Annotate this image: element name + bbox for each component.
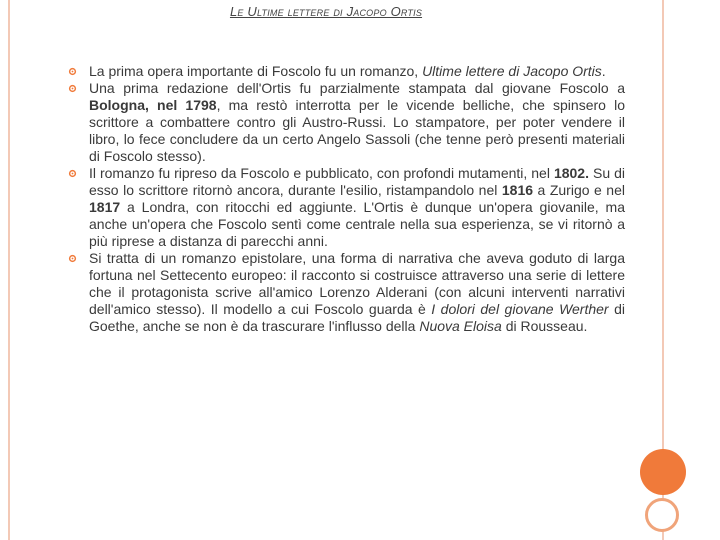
sun-bullet-icon (68, 169, 77, 178)
sun-bullet-icon (68, 84, 77, 93)
sun-bullet-icon (68, 254, 77, 263)
bullet-item (62, 165, 625, 250)
bullet-text: di Goethe, anche se non è da trascurare l'influsso della (89, 301, 625, 334)
bullet-item (62, 250, 625, 335)
bullet-text: . (601, 63, 606, 79)
bullet-item (62, 63, 625, 80)
bullet-item (62, 80, 625, 165)
bullet-text: 1816 (501, 182, 534, 198)
decorative-ring-circle (645, 498, 679, 532)
decorative-orange-circle (640, 449, 686, 495)
slide-title: Le Ultime lettere di Jacopo Ortis (229, 4, 423, 19)
bullet-text: La prima opera importante di Foscolo fu un romanzo, (89, 63, 423, 79)
bullet-text: Il romanzo fu ripreso da Foscolo e pubblicato, con profondi mutamenti, nel (89, 165, 554, 181)
bullet-text: a Zurigo e nel (533, 182, 625, 198)
bullet-text: 1802. (553, 165, 589, 181)
bullet-text: I dolori del giovane Werther (431, 301, 609, 317)
bullet-text: Ultime lettere di Jacopo Ortis (422, 63, 602, 79)
bullet-list (62, 63, 625, 335)
sun-bullet-icon (68, 67, 77, 76)
bullet-text: Una prima redazione dell'Ortis fu parzialmente stampata dal giovane Foscolo a (89, 80, 625, 96)
bullet-text: Nuova Eloisa (419, 318, 502, 334)
bullet-text: , ma restò interrotta per le vicende belliche, che spinsero lo scrittore a combattere contro gli Austro-Russi. Lo stampatore, per poter vendere il libro, lo fece concludere da un certo Angelo Sassoli (che tenne però presenti materiali di Foscolo stesso). (89, 97, 625, 164)
left-frame-line (8, 0, 10, 540)
bullet-text: di Rousseau. (501, 318, 588, 334)
bullet-text: Si tratta di un romanzo epistolare, una forma di narrativa che aveva goduto di larga fortuna nel Settecento europeo: il racconto si costruisce attraverso una serie di lettere che il protagonista scrive all'amico Lorenzo Alderani (con alcuni interventi narrativi dell'amico stesso). Il modello a cui Foscolo guarda è (89, 250, 625, 317)
bullet-text: Su di esso lo scrittore ritornò ancora, durante l'esilio, ristampandolo nel (89, 165, 625, 198)
bullet-text: a Londra, con ritocchi ed aggiunte. L'Ortis è dunque un'opera giovanile, ma anche un'opera che Foscolo sentì come centrale nella sua esperienza, se vi ritornò a più riprese a distanza di parecchi anni. (89, 199, 625, 249)
bullet-text: Bologna, nel 1798 (89, 97, 217, 113)
bullet-text: 1817 (89, 199, 121, 215)
